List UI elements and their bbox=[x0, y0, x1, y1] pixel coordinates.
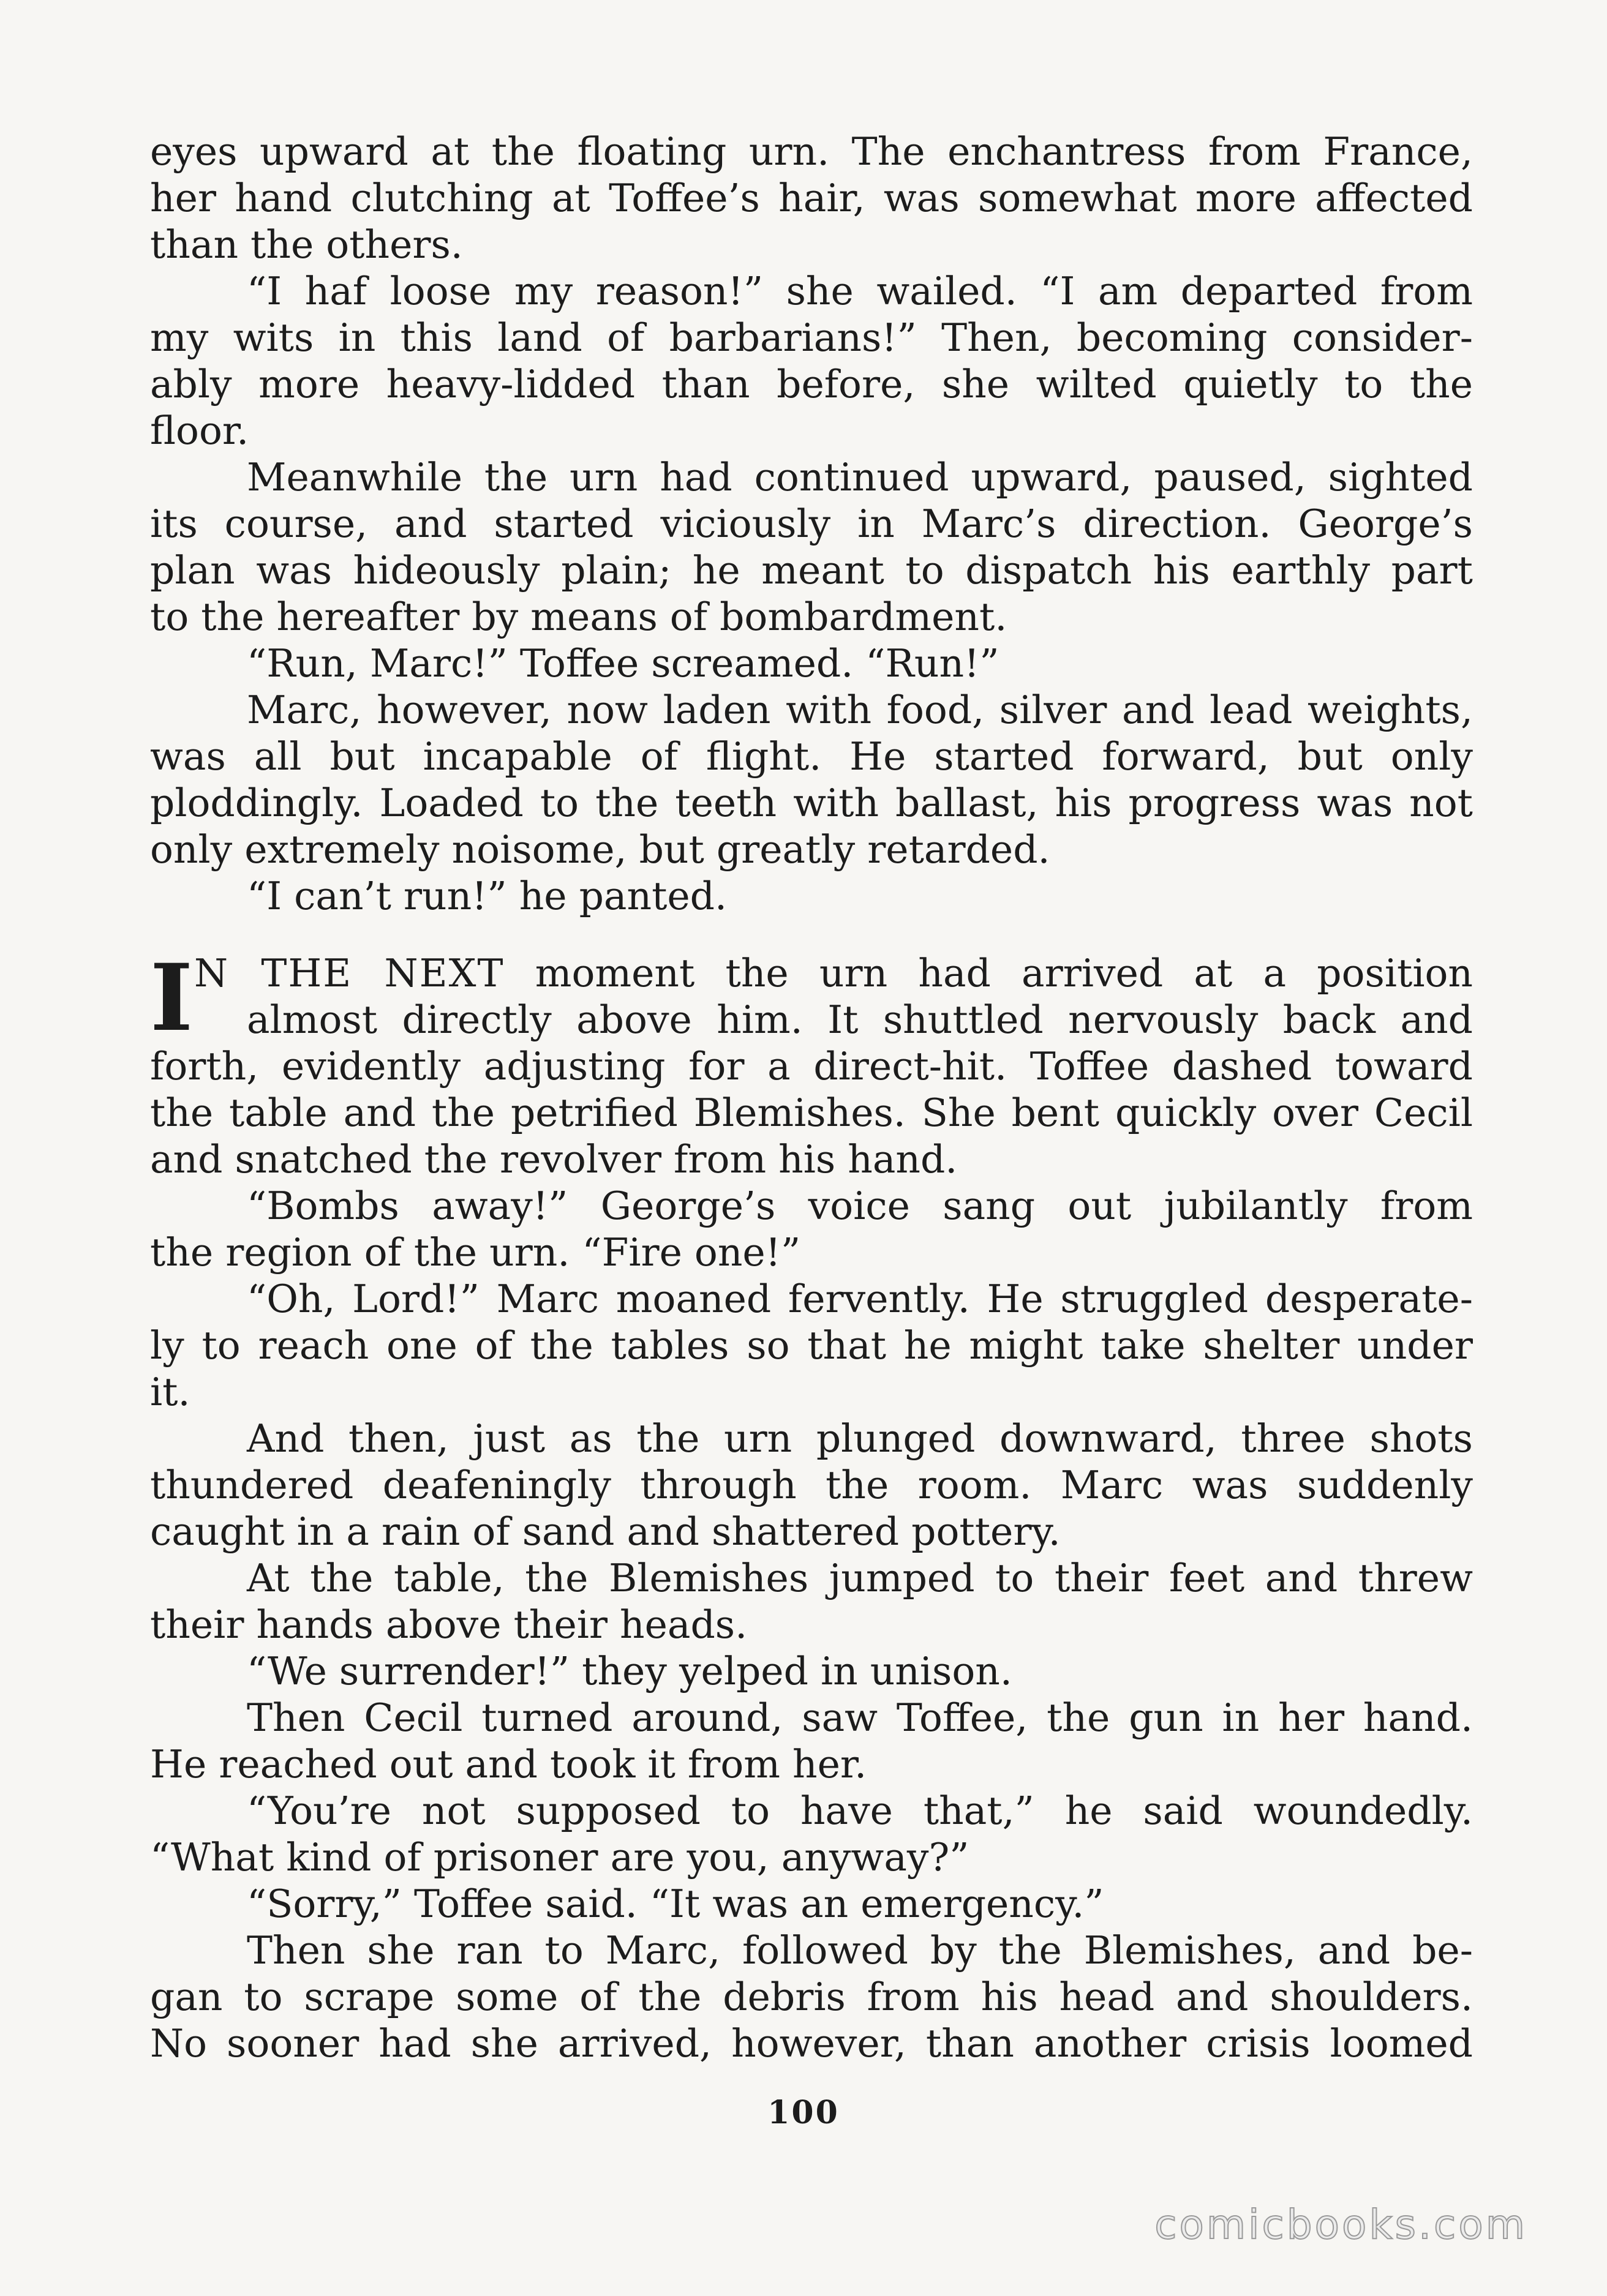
text-block-after-break bbox=[150, 1183, 1473, 2067]
paragraph-line: “I haf loose my reason!” she wailed. “I am departed from bbox=[247, 269, 1473, 313]
paragraph-line: the table and the petrified Blemishes. She bent quickly over Cecil bbox=[150, 1090, 1473, 1135]
watermark-logo: comicbooks.com bbox=[1154, 2201, 1527, 2248]
paragraph-line: almost directly above him. It shuttled nervously back and bbox=[247, 997, 1473, 1042]
paragraph bbox=[150, 687, 1473, 873]
paragraph-line: ploddingly. Loaded to the teeth with ballast, his progress was not bbox=[150, 781, 1473, 825]
book-page bbox=[150, 129, 1473, 2067]
paragraph-line: He reached out and took it from her. bbox=[150, 1742, 867, 1787]
paragraph-line: At the table, the Blemishes jumped to their feet and threw bbox=[247, 1556, 1473, 1600]
paragraph-line: their hands above their heads. bbox=[150, 1602, 748, 1647]
paragraph-line: No sooner had she arrived, however, than another crisis loomed bbox=[150, 2021, 1473, 2066]
paragraph bbox=[150, 454, 1473, 640]
paragraph-line: the region of the urn. “Fire one!” bbox=[150, 1230, 801, 1275]
paragraph-line: Then she ran to Marc, followed by the Blemishes, and be- bbox=[247, 1928, 1473, 1973]
paragraph-line: and snatched the revolver from his hand. bbox=[150, 1137, 958, 1182]
paragraph-line: floor. bbox=[150, 408, 249, 453]
paragraph-line: “Run, Marc!” Toffee screamed. “Run!” bbox=[247, 641, 999, 686]
paragraph bbox=[150, 1695, 1473, 1788]
paragraph-line: Marc, however, now laden with food, silver and lead weights, bbox=[247, 688, 1473, 732]
paragraph-line: its course, and started viciously in Marc’s direction. George’s bbox=[150, 501, 1473, 546]
paragraph bbox=[150, 640, 1473, 687]
drop-cap-letter: I bbox=[150, 944, 194, 1052]
paragraph-line: to the hereafter by means of bombardment. bbox=[150, 595, 1007, 639]
paragraph-line: only extremely noisome, but greatly retarded. bbox=[150, 827, 1050, 872]
paragraph-line: gan to scrape some of the debris from his head and shoulders. bbox=[150, 1975, 1473, 2019]
paragraph-line: my wits in this land of barbarians!” Then, becoming consider- bbox=[150, 315, 1473, 360]
paragraph bbox=[150, 1276, 1473, 1416]
section-opening-rest: moment the urn had arrived at a position bbox=[535, 951, 1473, 996]
paragraph-line: thundered deafeningly through the room. Marc was suddenly bbox=[150, 1463, 1473, 1507]
paragraph bbox=[150, 1788, 1473, 1881]
paragraph bbox=[150, 1927, 1473, 2067]
paragraph bbox=[150, 873, 1473, 920]
paragraph bbox=[150, 1648, 1473, 1695]
paragraph-line: caught in a rain of sand and shattered pottery. bbox=[150, 1509, 1061, 1554]
paragraph-line: plan was hideously plain; he meant to dispatch his earthly part bbox=[150, 548, 1473, 593]
paragraph-line: Meanwhile the urn had continued upward, paused, sighted bbox=[247, 455, 1473, 500]
section-break bbox=[150, 920, 1473, 950]
section-opening-caps: N THE NEXT bbox=[194, 951, 505, 996]
paragraph-line: it. bbox=[150, 1370, 190, 1414]
section-two-lines bbox=[150, 1043, 1473, 1183]
paragraph-line: forth, evidently adjusting for a direct-hit. Toffee dashed toward bbox=[150, 1044, 1473, 1089]
paragraph bbox=[150, 1183, 1473, 1276]
paragraph bbox=[150, 1881, 1473, 1927]
paragraph-line: Then Cecil turned around, saw Toffee, the gun in her hand. bbox=[247, 1695, 1473, 1740]
paragraph-line: “Bombs away!” George’s voice sang out jubilantly from bbox=[247, 1184, 1473, 1228]
text-block-before-break bbox=[150, 129, 1473, 920]
paragraph bbox=[150, 1555, 1473, 1648]
paragraph-line: ably more heavy-lidded than before, she wilted quietly to the bbox=[150, 362, 1473, 407]
paragraph-line: ly to reach one of the tables so that he might take shelter under bbox=[150, 1323, 1473, 1368]
paragraph-line: “Sorry,” Toffee said. “It was an emergency.” bbox=[247, 1881, 1104, 1926]
paragraph-line: “I can’t run!” he panted. bbox=[247, 874, 728, 918]
page-number: 100 bbox=[767, 2094, 840, 2131]
paragraph bbox=[150, 129, 1473, 268]
paragraph-line: “We surrender!” they yelped in unison. bbox=[247, 1649, 1012, 1694]
paragraph-line: than the others. bbox=[150, 222, 463, 267]
section-two-opening bbox=[150, 944, 1473, 1183]
paragraph-line: “What kind of prisoner are you, anyway?” bbox=[150, 1835, 969, 1880]
paragraph-line: her hand clutching at Toffee’s hair, was somewhat more affected bbox=[150, 176, 1473, 220]
paragraph bbox=[150, 268, 1473, 454]
paragraph-line: was all but incapable of flight. He started forward, but only bbox=[150, 734, 1473, 779]
paragraph-line: “Oh, Lord!” Marc moaned fervently. He struggled desperate- bbox=[247, 1277, 1473, 1321]
paragraph-line: “You’re not supposed to have that,” he said woundedly. bbox=[247, 1788, 1473, 1833]
paragraph-line: And then, just as the urn plunged downward, three shots bbox=[247, 1416, 1473, 1461]
paragraph bbox=[150, 1416, 1473, 1555]
paragraph-line: eyes upward at the floating urn. The enchantress from France, bbox=[150, 129, 1473, 174]
